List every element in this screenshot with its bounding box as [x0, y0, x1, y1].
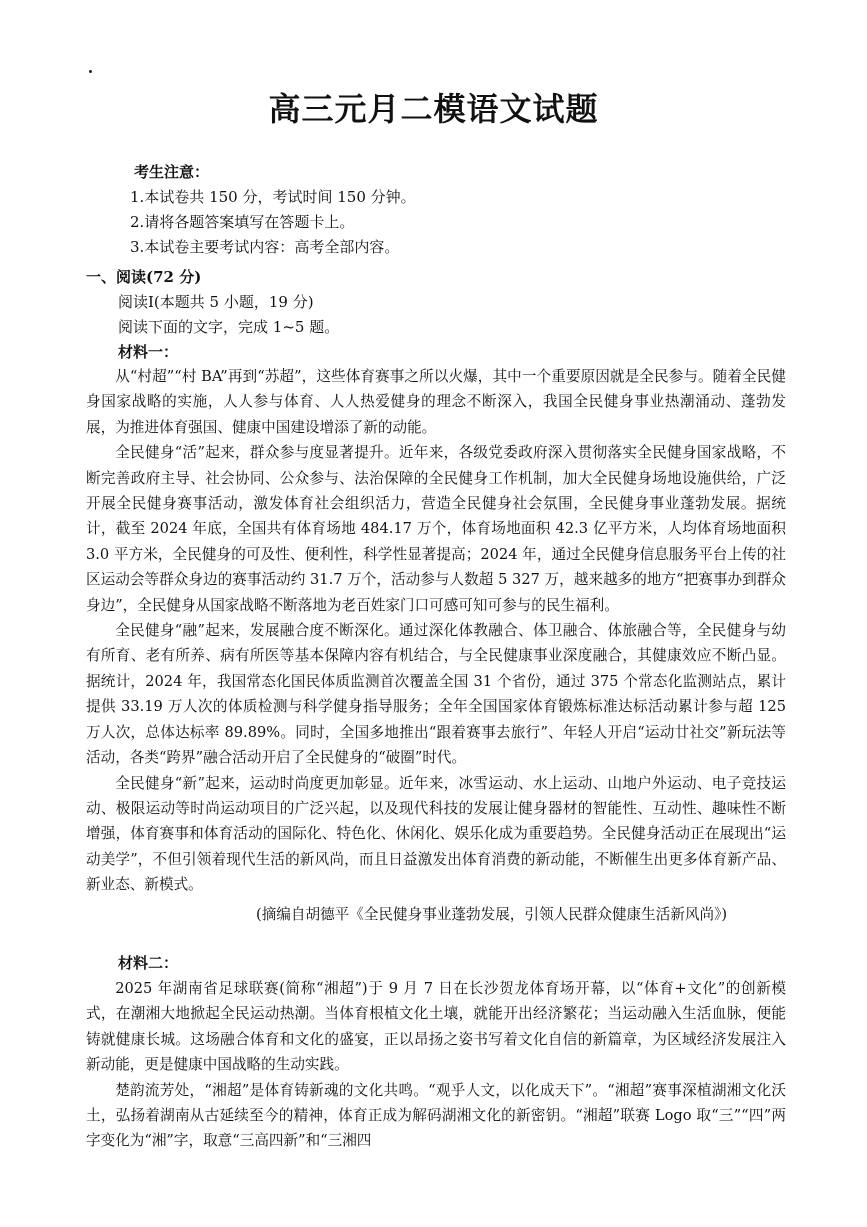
- material1-label: 材料一：: [118, 343, 179, 361]
- paragraph: 从“村超”“村 BA”再到“苏超”，这些体育赛事之所以火爆，其中一个重要原因就是全民参与。随着全民健身国家战略的实施，人人参与体育、人人热爱健身的理念不断深入，我国全民健身事业热潮涌动、蓬勃发展，为推进体育强国、健康中国建设增添了新的动能。: [86, 368, 786, 436]
- paragraph: 全民健身“融”起来，发展融合度不断深化。通过深化体教融合、体卫融合、体旅融合等，全民健身与幼有所育、老有所养、病有所医等基本保障内容有机结合，与全民健康事业深度融合，其健康效应不断凸显。据统计，2024 年，我国常态化国民体质监测首次覆盖全国 31 个省份，通过 375 个常态化监测站点，累计提供 33.19 万人次的体质检测与科学健身指导服务；全年全国国家体育锻炼标准达标活动累计参与超 125 万人次，总体达标率 89.89%。同时，全国多地推出“跟着赛事去旅行”、年轻人开启“运动廿社交”新玩法等活动，各类“跨界”融合活动开启了全民健身的“破圈”时代。: [86, 622, 786, 767]
- paragraph: 楚韵流芳处，“湘超”是体育铸新魂的文化共鸣。“观乎人文，以化成天下”。“湘超”赛事深植湖湘文化沃土，弘扬着湖南从古延续至今的精神，体育正成为解码湖湘文化的新密钥。“湘超”联赛 Logo 取“三”“四”两字变化为“湘”字，取意“三高四新”和“三湘四: [86, 1081, 786, 1150]
- material2-body: [86, 976, 786, 1154]
- notice-item: 2.请将各题答案填写在答题卡上。: [130, 213, 355, 231]
- notice-heading: 考生注意：: [134, 163, 210, 181]
- exam-notice: [130, 160, 416, 260]
- notice-item: 3.本试卷主要考试内容：高考全部内容。: [130, 238, 400, 256]
- paragraph: 2025 年湖南省足球联赛(简称“湘超”)于 9 月 7 日在长沙贺龙体育场开幕，以“体育+文化”的创新模式，在潮湘大地掀起全民运动热潮。当体育根植文化土壤，就能开出经济繁花；当运动融入生活血脉，便能铸就健康长城。这场融合体育和文化的盛宴，正以昂扬之姿书写着文化自信的新篇章，为区域经济发展注入新动能，更是健康中国战略的生动实践。: [86, 980, 786, 1074]
- section-title: 一、阅读(72 分): [86, 268, 202, 286]
- part-title: 阅读Ⅰ(本题共 5 小题，19 分): [118, 293, 314, 311]
- notice-item: 1.本试卷共 150 分，考试时间 150 分钟。: [130, 188, 416, 206]
- material1-source: (摘编自胡德平《全民健身事业蓬勃发展，引领人民群众健康生活新风尚》): [256, 906, 728, 923]
- material1-body: [86, 364, 786, 898]
- reading-section-header: [86, 265, 786, 365]
- paragraph: 全民健身“活”起来，群众参与度显著提升。近年来，各级党委政府深入贯彻落实全民健身国家战略，不断完善政府主导、社会协同、公众参与、法治保障的全民健身工作机制，加大全民健身场地设施供给，广泛开展全民健身赛事活动，激发体育社会组织活力，营造全民健身社会氛围，全民健身事业蓬勃发展。据统计，截至 2024 年底，全国共有体育场地 484.17 万个，体育场地面积 42.3 亿平方米，人均体育场地面积 3.0 平方米，全民健身的可及性、便利性，科学性显著提高；2024 年，通过全民健身信息服务平台上传的社区运动会等群众身边的赛事活动约 31.7 万个，活动参与人数超 5 327 万，越来越多的地方“把赛事办到群众身边”，全民健身从国家战略不断落地为老百姓家门口可感可知可参与的民生福利。: [86, 444, 786, 614]
- paragraph: 全民健身“新”起来，运动时尚度更加彰显。近年来，冰雪运动、水上运动、山地户外运动、电子竞技运动、极限运动等时尚运动项目的广泛兴起，以及现代科技的发展让健身器材的智能性、互动性、趣味性不断增强，体育赛事和体育活动的国际化、特色化、休闲化、娱乐化成为重要趋势。全民健身活动正在展现出“运动美学”，不但引领着现代生活的新风尚，而且日益激发出体育消费的新动能，不断催生出更多体育新产品、新业态、新模式。: [86, 774, 786, 894]
- corner-mark: [89, 70, 92, 73]
- page-title: 高三元月二模语文试题: [268, 90, 599, 128]
- material2-label: 材料二：: [118, 954, 179, 972]
- instruction-text: 阅读下面的文字，完成 1~5 题。: [118, 318, 340, 336]
